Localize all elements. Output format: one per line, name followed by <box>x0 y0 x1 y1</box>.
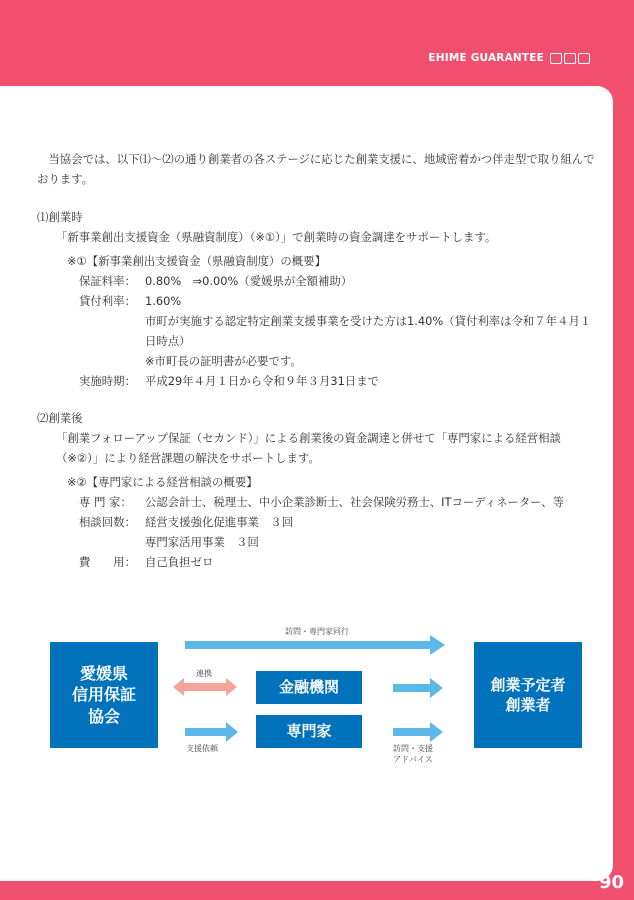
entrepreneur-box: 創業予定者 創業者 <box>474 642 582 748</box>
row-value: 自己負担ゼロ <box>145 555 214 570</box>
row-value: ※市町長の証明書が必要です。 <box>145 353 302 368</box>
arrow-right-icon <box>393 678 443 698</box>
intro-paragraph: 当協会では、以下⑴〜⑵の通り創業者の各ステージに応じた創業支援に、地域密着かつ伴走型で取り組んでおります。 <box>37 152 595 186</box>
guarantee-association-box: 愛媛県 信用保証 協会 <box>50 642 158 748</box>
row-value: 市町が実施する認定特定創業支援事業を受けた方は1.40%（貸付利率は令和７年４月１日時点） <box>145 313 592 348</box>
label-link: 連携 <box>196 669 212 678</box>
row-value: 経営支援強化促進事業 ３回 <box>145 515 294 530</box>
row-label: 費 用： <box>79 555 136 570</box>
row-value: 0.80% ⇒0.00%（愛媛県が全額補助） <box>145 273 353 288</box>
section1-title: ⑴創業時 <box>37 209 83 224</box>
arrow-right-icon <box>185 635 445 655</box>
row-value: 1.60% <box>145 293 182 308</box>
financial-institution-box: 金融機関 <box>256 671 362 704</box>
row-value: 専門家活用事業 ３回 <box>145 535 259 550</box>
row-label: 相談回数： <box>79 515 136 530</box>
label-visit-1: 訪問・支援 <box>393 744 433 753</box>
double-arrow-icon <box>173 678 237 696</box>
label-visit-2: アドバイス <box>393 755 433 764</box>
section1-note-title: ※①【新事業創出支援資金（県融資制度）の概要】 <box>67 253 326 268</box>
section2-note-title: ※②【専門家による経営相談の概要】 <box>67 475 258 490</box>
row-label: 貸付利率： <box>79 293 136 308</box>
row-label: 専 門 家： <box>79 495 132 510</box>
row-label: 実施時期： <box>79 373 136 388</box>
brand-name: EHIME GUARANTEE <box>428 52 544 64</box>
section2-body: 「創業フォローアップ保証（セカンド）」による創業後の資金調達と併せて「専門家による経営相談（※②）」により経営課題の解決をサポートします。 <box>56 431 561 466</box>
row-value: 平成29年４月１日から令和９年３月31日まで <box>145 373 380 388</box>
section1-body: 「新事業創出支援資金（県融資制度）（※①）」で創業時の資金調達をサポートします。 <box>56 229 497 244</box>
label-request: 支援依頼 <box>186 744 218 753</box>
label-top: 訪問・専門家同行 <box>285 627 349 636</box>
page-number: 90 <box>598 872 624 893</box>
arrow-right-icon <box>393 722 443 742</box>
expert-box: 専門家 <box>256 715 362 748</box>
section2-title: ⑵創業後 <box>37 411 83 426</box>
row-label: 保証料率： <box>79 273 136 288</box>
row-value: 公認会計士、税理士、中小企業診断士、社会保険労務士、ITコーディネーター、等 <box>145 495 565 510</box>
arrow-right-icon <box>185 722 238 742</box>
